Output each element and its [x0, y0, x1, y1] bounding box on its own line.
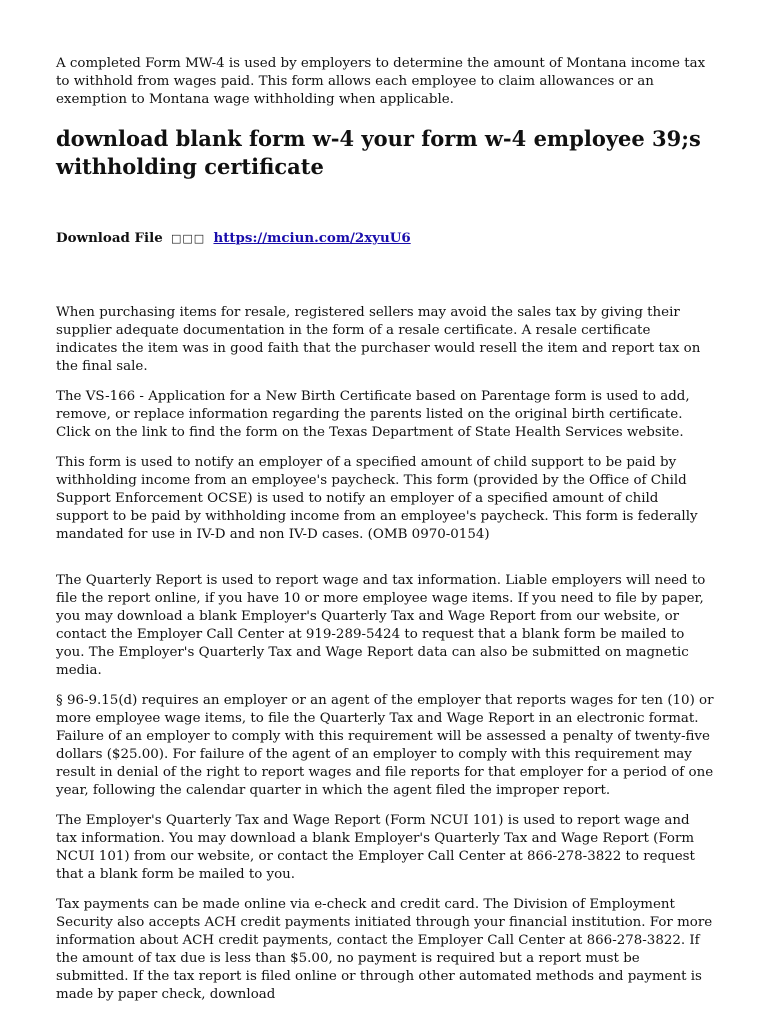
paragraph-child-support: This form is used to notify an employer of a specified amount of child support to be paid by withholding income from an employee's paycheck. This form (provided by the Office of Child Support Enforcement OCSE) is used to notify an employer of a specified amount of child support to be paid by withholding income from an employee's paycheck. This form is federally mandated for use in IV-D and non IV-D cases. (OMB 0970-0154)	[56, 455, 698, 542]
paragraph-ncui-101: The Employer's Quarterly Tax and Wage Report (Form NCUI 101) is used to report wage and tax information. You may download a blank Employer's Quarterly Tax and Wage Report (Form NCUI 101) from our website, or contact the Employer Call Center at 866-278-3822 to request that a blank form be mailed to you.	[56, 813, 695, 882]
intro-paragraph: A completed Form MW-4 is used by employers to determine the amount of Montana income tax to withhold from wages paid. This form allows each employee to claim allowances or an exemption to Montana wage withholding when applicable.	[56, 56, 706, 107]
download-link[interactable]: https://mciun.com/2xyuU6	[213, 230, 411, 246]
paragraph-tax-payments: Tax payments can be made online via e-check and credit card. The Division of Employment Security also accepts ACH credit payments initiated through your financial institution. For more information about ACH credit payments, contact the Employer Call Center at 866-278-3822. If the amount of tax due is less than $5.00, no payment is required but a report must be submitted. If the tax report is filed online or through other automated methods and payment is made by paper check, download	[56, 897, 713, 1002]
page-title: download blank form w-4 your form w-4 employee 39;s withholding certificate	[56, 126, 701, 179]
paragraph-birth-certificate: The VS-166 - Application for a New Birth Certificate based on Parentage form is used to add, remove, or replace information regarding the parents listed on the original birth certificate. Click on the link to find the form on the Texas Department of State Health Services website.	[56, 389, 690, 440]
placeholder-glyphs: □□□	[171, 232, 206, 245]
download-label: Download File	[56, 230, 163, 246]
download-line	[56, 229, 714, 248]
paragraph-electronic-filing: § 96-9.15(d) requires an employer or an agent of the employer that reports wages for ten (10) or more employee wage items, to file the Quarterly Tax and Wage Report in an electronic format. Failure of an employer to comply with this requirement will be assessed a penalty of twenty-five dollars ($25.00). For failure of the agent of an employer to comply with this requirement may result in denial of the right to report wages and file reports for that employer for a period of one year, following the calendar quarter in which the agent filed the improper report.	[56, 693, 714, 798]
paragraph-quarterly-report: The Quarterly Report is used to report wage and tax information. Liable employers will need to file the report online, if you have 10 or more employee wage items. If you need to file by paper, you may download a blank Employer's Quarterly Tax and Wage Report from our website, or contact the Employer Call Center at 919-289-5424 to request that a blank form be mailed to you. The Employer's Quarterly Tax and Wage Report data can also be submitted on magnetic media.	[56, 573, 706, 678]
paragraph-resale-certificate: When purchasing items for resale, registered sellers may avoid the sales tax by giving their supplier adequate documentation in the form of a resale certificate. A resale certificate indicates the item was in good faith that the purchaser would resell the item and report tax on the final sale.	[56, 305, 701, 374]
